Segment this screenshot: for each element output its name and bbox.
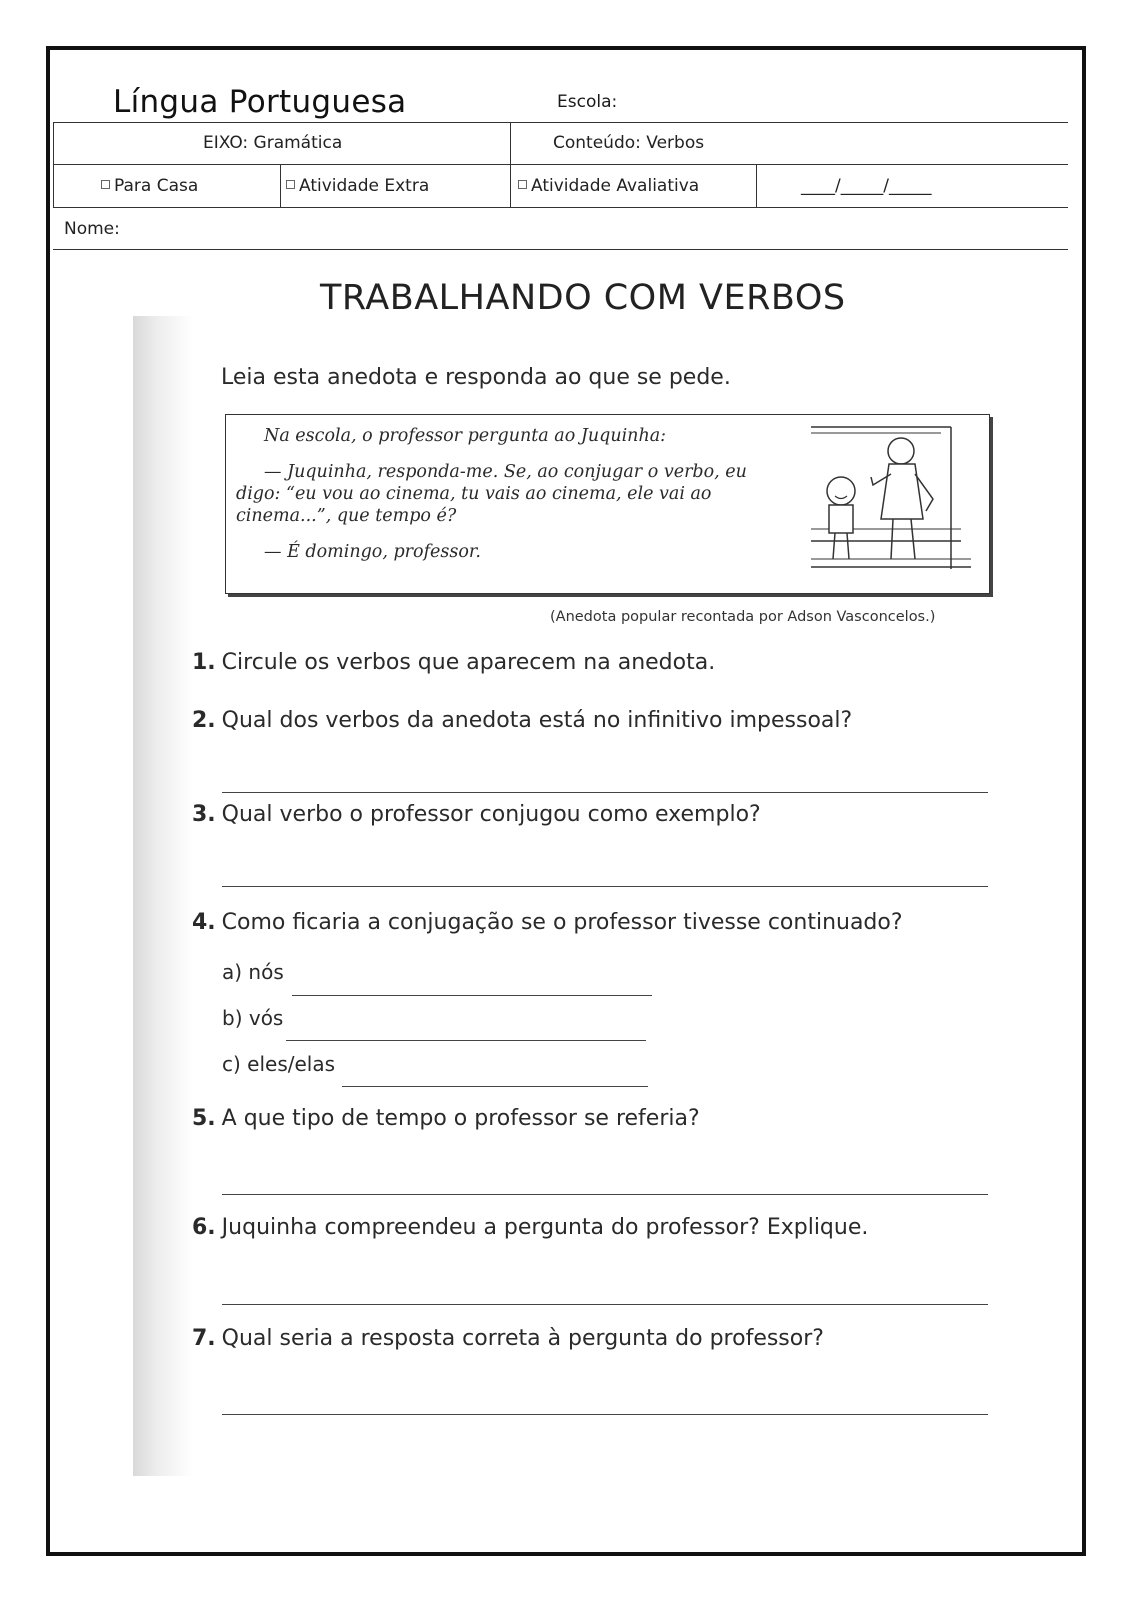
subitem-a: a) nós: [222, 960, 284, 984]
question-1: 1. Circule os verbos que aparecem na anedota.: [192, 650, 716, 675]
answer-line-2[interactable]: [222, 792, 988, 793]
checkbox-home[interactable]: [101, 180, 110, 189]
story-line-3: — É domingo, professor.: [264, 542, 481, 562]
answer-line-4c[interactable]: [342, 1086, 648, 1087]
option-extra[interactable]: Atividade Extra: [286, 176, 429, 196]
story-line-1: Na escola, o professor pergunta ao Juquinha:: [264, 426, 667, 446]
answer-line-6[interactable]: [222, 1304, 988, 1305]
option-home[interactable]: Para Casa: [101, 176, 198, 196]
name-label: Nome:: [64, 219, 120, 239]
checkbox-eval[interactable]: [518, 180, 527, 189]
worksheet-title: TRABALHANDO COM VERBOS: [320, 278, 846, 318]
school-label: Escola:: [557, 92, 618, 112]
answer-line-4b[interactable]: [286, 1040, 646, 1041]
subitem-b: b) vós: [222, 1006, 284, 1030]
question-7: 7. Qual seria a resposta correta à pergunta do professor?: [192, 1326, 824, 1351]
subitem-c: c) eles/elas: [222, 1052, 336, 1076]
date-field[interactable]: ____/_____/_____: [801, 176, 932, 196]
question-6: 6. Juquinha compreendeu a pergunta do professor? Explique.: [192, 1215, 869, 1240]
answer-line-7[interactable]: [222, 1414, 988, 1415]
teacher-student-illustration: [811, 419, 981, 587]
checkbox-extra[interactable]: [286, 180, 295, 189]
subject-title: Língua Portuguesa: [113, 84, 407, 120]
anecdote-source: (Anedota popular recontada por Adson Vasconcelos.): [550, 609, 936, 625]
option-eval[interactable]: Atividade Avaliativa: [518, 176, 699, 196]
header-table: [53, 122, 1068, 256]
content-label: Conteúdo: Verbos: [553, 133, 705, 153]
answer-line-4a[interactable]: [292, 995, 652, 996]
question-2: 2. Qual dos verbos da anedota está no infinitivo impessoal?: [192, 708, 853, 733]
story-line-2: — Juquinha, responda-me. Se, ao conjugar o verbo, eu digo: “eu vou ao cinema, tu vais ao cinema, ele vai ao cinema...”, que tempo é?: [236, 462, 747, 526]
answer-line-5[interactable]: [222, 1194, 988, 1195]
instruction: Leia esta anedota e responda ao que se pede.: [221, 365, 731, 390]
answer-line-3[interactable]: [222, 886, 988, 887]
question-4: 4. Como ficaria a conjugação se o professor tivesse continuado?: [192, 910, 903, 935]
question-5: 5. A que tipo de tempo o professor se referia?: [192, 1106, 700, 1131]
axis-label: EIXO: Gramática: [203, 133, 343, 153]
question-3: 3. Qual verbo o professor conjugou como exemplo?: [192, 802, 761, 827]
anecdote-box: [225, 414, 990, 594]
